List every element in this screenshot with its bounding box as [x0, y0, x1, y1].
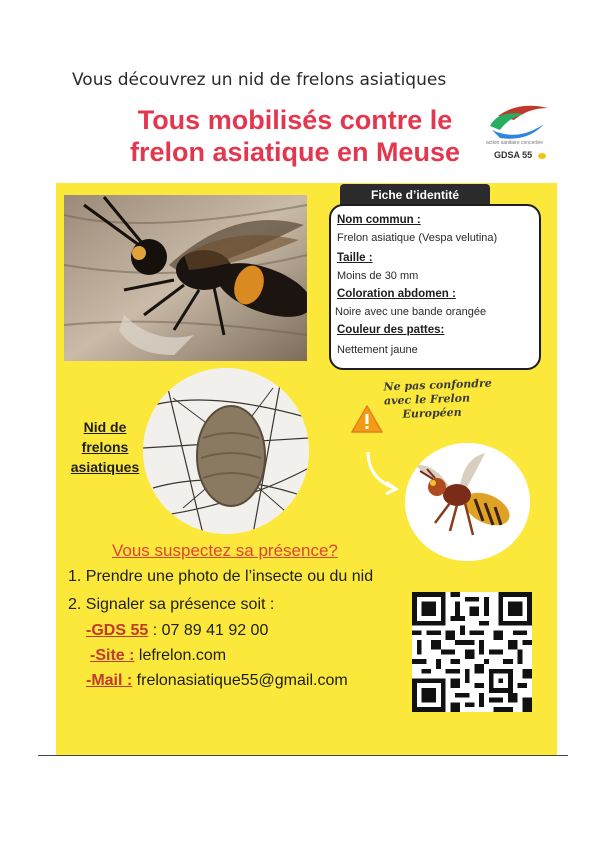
site-link[interactable]: lefrelon.com	[134, 647, 227, 664]
step-2: 2. Signaler sa présence soit :	[68, 596, 275, 613]
nest-label-line-1: Nid de	[83, 419, 127, 435]
warning-text	[383, 376, 524, 423]
size-label: Taille :	[337, 252, 373, 264]
contact-mail	[86, 672, 348, 690]
curved-arrow-icon	[362, 448, 402, 498]
warning-line-1: Ne pas confondre	[383, 376, 493, 394]
legs-label: Couleur des pattes:	[337, 324, 445, 336]
logo-name: GDSA 55	[494, 150, 533, 160]
nest-illustration	[143, 368, 309, 534]
abdomen-label: Coloration abdomen :	[337, 288, 456, 300]
common-name-label: Nom commun :	[337, 214, 421, 226]
size-value: Moins de 30 mm	[337, 270, 419, 282]
nest-label-line-3: asiatiques	[70, 459, 140, 475]
nest-label	[64, 417, 146, 477]
gds-phone[interactable]: : 07 89 41 92 00	[148, 622, 269, 639]
nest-photo	[143, 368, 309, 534]
contact-gds	[86, 622, 268, 640]
title-line-1: Tous mobilisés contre le	[137, 105, 453, 135]
identity-card-tab: Fiche d’identité	[340, 184, 490, 206]
mail-label: -Mail :	[86, 672, 133, 689]
site-label: -Site :	[90, 647, 135, 664]
contact-site	[90, 647, 226, 665]
legs-value: Nettement jaune	[337, 344, 418, 356]
nest-label-line-2: frelons	[81, 439, 129, 455]
warning-icon	[350, 404, 384, 434]
suspect-heading: Vous suspectez sa présence?	[112, 541, 338, 560]
asian-hornet-photo	[64, 195, 307, 361]
title-line-2: frelon asiatique en Meuse	[129, 137, 461, 167]
bottom-rule	[38, 755, 568, 756]
step-1: 1. Prendre une photo de l’insecte ou du nid	[68, 568, 374, 585]
warning-line-3: Européen	[402, 405, 462, 421]
poster-title	[110, 104, 480, 168]
identity-card	[329, 204, 541, 370]
european-hornet-illustration	[405, 443, 530, 561]
intro-heading: Vous découvrez un nid de frelons asiatiques	[72, 70, 447, 90]
logo-bee-icon	[538, 153, 546, 159]
common-name-value: Frelon asiatique (Vespa velutina)	[337, 232, 498, 244]
abdomen-value: Noire avec une bande orangée	[335, 306, 487, 318]
gds-label: -GDS 55	[86, 622, 149, 639]
logo-caption: action sanitaire concertée	[486, 140, 543, 146]
european-hornet-photo	[405, 443, 530, 561]
warning-line-2: avec le Frelon	[383, 391, 471, 408]
qr-code[interactable]	[412, 592, 532, 712]
mail-link[interactable]: frelonasiatique55@gmail.com	[132, 672, 348, 689]
